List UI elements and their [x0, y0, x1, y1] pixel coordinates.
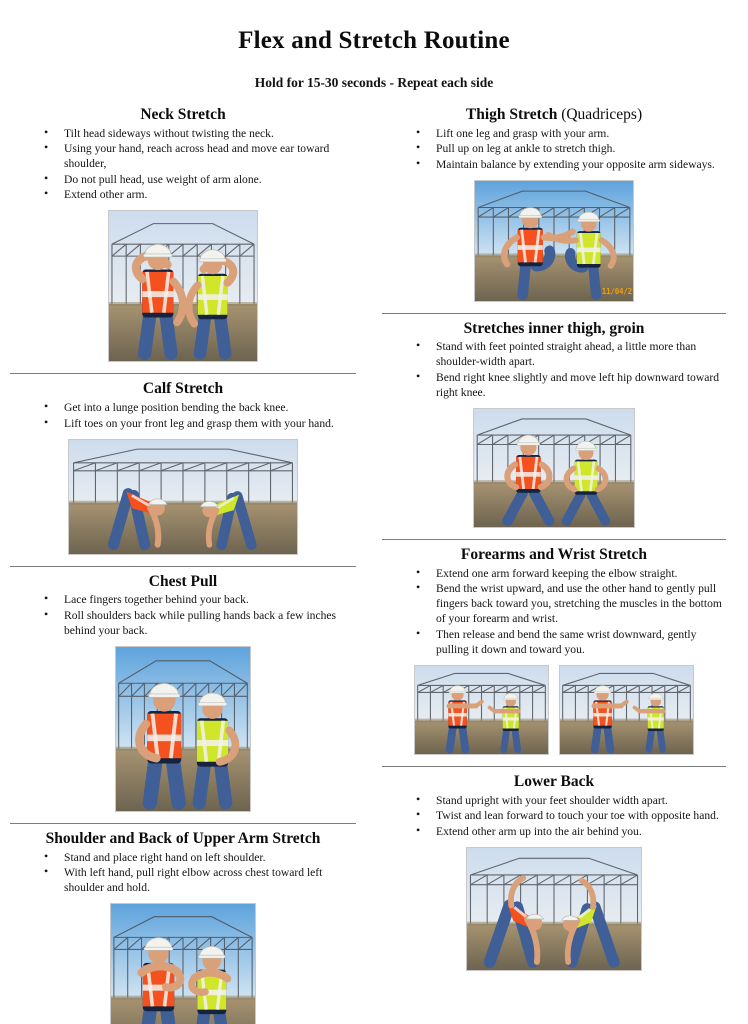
- photo-row: [10, 210, 356, 362]
- section-heading-main: Lower Back: [513, 773, 595, 791]
- calf-stretch-photo: [68, 439, 298, 555]
- photo-row: [382, 665, 726, 755]
- photo-datestamp: 11/04/2: [601, 286, 632, 296]
- instruction-item: • Lace fingers together behind your back.: [44, 592, 356, 607]
- section-calf-stretch: [10, 373, 356, 554]
- photo-row: [382, 180, 726, 302]
- instruction-item: • Get into a lunge position bending the back knee.: [44, 400, 356, 415]
- section-heading: [10, 106, 356, 125]
- instruction-item: • Lift toes on your front leg and grasp them with your hand.: [44, 416, 356, 431]
- neck-stretch-photo: [108, 210, 258, 362]
- instruction-item: • Using your hand, reach across head and move ear toward shoulder,: [44, 141, 356, 171]
- instruction-item: • Tilt head sideways without twisting the neck.: [44, 126, 356, 141]
- section-neck-stretch: [10, 106, 356, 362]
- wrist-stretch-photo-down: [559, 665, 694, 755]
- section-heading-suffix: (Quadriceps): [557, 106, 643, 123]
- instruction-item: • Do not pull head, use weight of arm alone.: [44, 172, 356, 187]
- photo-row: [382, 408, 726, 528]
- instruction-item: • Stand upright with your feet shoulder width apart.: [416, 793, 726, 808]
- section-divider: [10, 373, 356, 374]
- instruction-list: [382, 566, 726, 657]
- page-title: Flex and Stretch Routine: [238, 27, 510, 54]
- section-forearms-wrist-stretch: [382, 539, 726, 755]
- section-heading-main: Forearms and Wrist Stretch: [460, 546, 648, 564]
- instruction-item: • Extend other arm.: [44, 187, 356, 202]
- section-heading: [382, 320, 726, 339]
- lower-back-photo: [466, 847, 642, 971]
- instruction-item: • Stand and place right hand on left shoulder.: [44, 850, 356, 865]
- section-heading: [382, 106, 726, 125]
- photo-row: [10, 903, 356, 1024]
- thigh-stretch-photo: [474, 180, 634, 302]
- section-shoulder-upper-arm-stretch: [10, 823, 356, 1024]
- section-chest-pull: [10, 566, 356, 812]
- section-heading: [10, 573, 356, 592]
- instruction-list: [10, 126, 356, 203]
- instruction-item: • Bend right knee slightly and move left hip downward toward right knee.: [416, 370, 726, 400]
- instruction-list: [10, 400, 356, 431]
- instruction-item: • Pull up on leg at ankle to stretch thigh.: [416, 141, 726, 156]
- section-lower-back: [382, 766, 726, 971]
- section-heading: [10, 380, 356, 399]
- section-divider: [382, 766, 726, 767]
- instruction-list: [382, 126, 726, 172]
- section-heading: [382, 773, 726, 792]
- instruction-item: • Then release and bend the same wrist downward, gently pulling it down and toward you.: [416, 627, 726, 657]
- section-heading-main: Stretches inner thigh, groin: [463, 319, 645, 337]
- right-column: [374, 106, 748, 1024]
- section-divider: [382, 313, 726, 314]
- section-heading-main: Shoulder and Back of Upper Arm Stretch: [45, 829, 321, 847]
- wrist-stretch-photo-up: [414, 665, 549, 755]
- instruction-item: • Lift one leg and grasp with your arm.: [416, 126, 726, 141]
- chest-pull-photo: [115, 646, 251, 812]
- instruction-list: [382, 793, 726, 839]
- instruction-item: • Bend the wrist upward, and use the other hand to gently pull fingers back toward you, stretching the muscles in the bottom of your forearm and wrist.: [416, 581, 726, 626]
- photo-row: [382, 847, 726, 971]
- section-divider: [10, 566, 356, 567]
- instruction-item: • Maintain balance by extending your opposite arm sideways.: [416, 157, 726, 172]
- section-divider: [382, 539, 726, 540]
- section-heading-main: Chest Pull: [148, 572, 218, 590]
- left-column: [0, 106, 374, 1024]
- instruction-item: • Roll shoulders back while pulling hands back a few inches behind your back.: [44, 608, 356, 638]
- photo-row: [10, 439, 356, 555]
- shoulder-arm-photo: [110, 903, 256, 1024]
- section-heading-main: Neck Stretch: [140, 106, 226, 123]
- inner-thigh-photo: [473, 408, 635, 528]
- instruction-list: [10, 850, 356, 896]
- section-heading-main: Thigh Stretch: [465, 106, 558, 123]
- instruction-item: • Extend other arm up into the air behind you.: [416, 824, 726, 839]
- instruction-item: • Extend one arm forward keeping the elbow straight.: [416, 566, 726, 581]
- instruction-list: [10, 592, 356, 638]
- instruction-item: • Stand with feet pointed straight ahead, a little more than shoulder-width apart.: [416, 339, 726, 369]
- section-thigh-stretch: [382, 106, 726, 302]
- section-heading-main: Calf Stretch: [142, 380, 224, 398]
- section-heading: [382, 546, 726, 565]
- section-inner-thigh-groin: [382, 313, 726, 528]
- instruction-list: [382, 339, 726, 400]
- page-subtitle: Hold for 15-30 seconds - Repeat each side: [254, 75, 494, 90]
- instruction-item: • With left hand, pull right elbow across chest toward left shoulder and hold.: [44, 865, 356, 895]
- section-heading: [10, 830, 356, 849]
- photo-row: [10, 646, 356, 812]
- two-column-body: [0, 106, 748, 1024]
- section-divider: [10, 823, 356, 824]
- instruction-item: • Twist and lean forward to touch your toe with opposite hand.: [416, 808, 726, 823]
